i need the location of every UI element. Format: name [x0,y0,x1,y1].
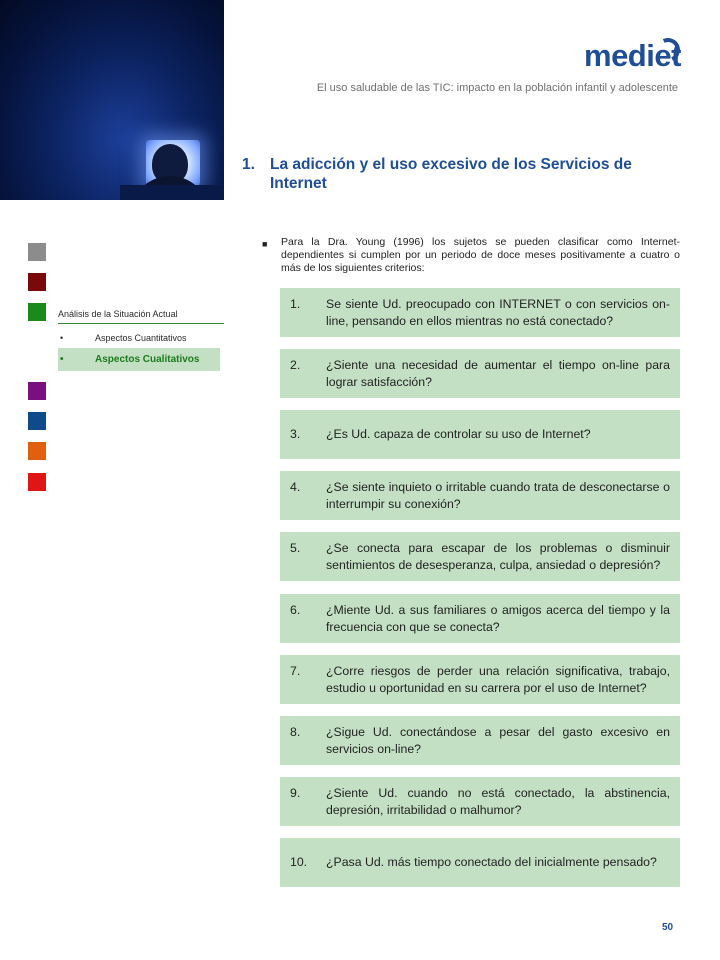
section-swatch-purple[interactable] [28,382,46,400]
criterion-box [280,471,680,520]
criterion-box [280,288,680,337]
criterion-number: 10. [290,855,308,870]
nav-item-label: Aspectos Cuantitativos [95,333,187,343]
criterion-text: ¿Sigue Ud. conectándose a pesar del gasto excesivo en servicios on-line? [326,725,670,756]
criterion-text: ¿Es Ud. capaza de controlar su uso de Internet? [326,427,591,442]
criterion-box [280,410,680,459]
nav-bullet: • [60,333,64,343]
criterion-number: 6. [290,603,301,617]
square-bullet-icon: ■ [262,239,268,249]
criterion-number: 7. [290,664,301,678]
section-heading [242,155,672,193]
criterion-text: ¿Siente una necesidad de aumentar el tiempo on-line para lograr satisfacción? [326,358,670,389]
criterion-box [280,777,680,826]
intro-text: Para la Dra. Young (1996) los sujetos se pueden clasificar como Internet-dependientes si cumplen por un periodo de doce meses positivamente a cuatro o más de los siguientes criterios: [281,236,680,274]
section-swatch-red[interactable] [28,473,46,491]
criterion-box [280,532,680,581]
criterion-box [280,594,680,643]
section-title: La adicción y el uso excesivo de los Servicios de Internet [270,156,632,192]
criterion-number: 9. [290,786,301,800]
nav-bullet: • [60,354,64,365]
criterion-number: 2. [290,358,301,372]
criterion-number: 4. [290,480,301,494]
criterion-text: ¿Se siente inquieto o irritable cuando trata de desconectarse o interrumpir su conexión? [326,480,670,511]
desk [120,185,224,200]
criterion-number: 8. [290,725,301,739]
nav-item-cualitativos[interactable] [58,348,220,371]
criterion-text: ¿Miente Ud. a sus familiares o amigos acerca del tiempo y la frecuencia con que se conecta? [326,603,670,634]
criterion-box [280,349,680,398]
criterion-number: 1. [290,297,301,311]
criterion-text: Se siente Ud. preocupado con INTERNET o con servicios on-line, pensando en ellos mientras no está conectado? [326,297,670,328]
section-swatch-darkred[interactable] [28,273,46,291]
criterion-box [280,838,680,887]
nav-item-label: Aspectos Cualitativos [95,354,200,365]
criterion-number: 3. [290,427,301,442]
criterion-box [280,655,680,704]
intro-paragraph [262,236,680,275]
nav-item-cuantitativos[interactable] [58,331,220,345]
section-number: 1. [242,156,255,173]
section-swatch-orange[interactable] [28,442,46,460]
document-subtitle: El uso saludable de las TIC: impacto en la población infantil y adolescente [316,82,678,94]
section-swatch-gray[interactable] [28,243,46,261]
section-swatch-blue[interactable] [28,412,46,430]
criterion-text: ¿Se conecta para escapar de los problemas o disminuir sentimientos de desesperanza, culpa, ansiedad o depresión? [326,541,670,572]
nav-section-title: Análisis de la Situación Actual [58,309,224,324]
criterion-text: ¿Pasa Ud. más tiempo conectado del inicialmente pensado? [326,855,657,870]
mediet-logo: mediet [584,38,681,73]
criterion-number: 5. [290,541,301,555]
criterion-text: ¿Siente Ud. cuando no está conectado, la abstinencia, depresión, irritabilidad o malhumor? [326,786,670,817]
criterion-box [280,716,680,765]
header-photo [0,0,224,200]
page-number: 50 [662,922,674,933]
criterion-text: ¿Corre riesgos de perder una relación significativa, trabajo, estudio u oportunidad en su carrera por el uso de Internet? [326,664,670,695]
section-swatch-green[interactable] [28,303,46,321]
